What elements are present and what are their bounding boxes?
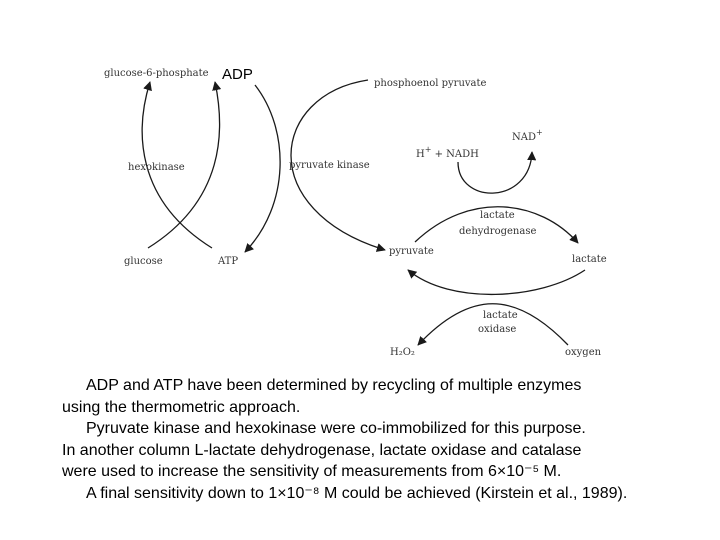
caption-adp: ADP: [86, 377, 119, 394]
caption-line-4: In another column L-lactate dehydrogenase, lactate oxidase and catalase: [62, 441, 582, 459]
caption-text: [62, 375, 712, 504]
arrow-adp-to-atp: [245, 85, 280, 252]
label-phosphoenol-pyruvate: phosphoenol pyruvate: [374, 78, 487, 89]
caption-line-5: were used to increase the sensitivity of measurements from 6×10⁻⁵ M.: [62, 463, 562, 480]
caption-line-2: using the thermometric approach.: [62, 398, 301, 416]
caption-line-1: ADP and ATP have been determined by recycling of multiple enzymes: [86, 377, 582, 394]
label-pyruvate: pyruvate: [389, 246, 434, 257]
label-glucose-6-phosphate: glucose-6-phosphate: [104, 68, 209, 79]
label-hexokinase: hexokinase: [128, 162, 185, 173]
caption-line-3: Pyruvate kinase and hexokinase were co-immobilized for this purpose.: [86, 420, 586, 437]
label-h2o2: H₂O₂: [390, 347, 415, 358]
caption-atp: ATP: [153, 377, 183, 394]
arrow-lactate-to-pyruvate: [408, 270, 585, 294]
label-lactate-oxidase-1: lactate: [483, 310, 518, 321]
label-lactate-dehydrogenase-2: dehydrogenase: [459, 226, 537, 237]
label-lactate-oxidase-2: oxidase: [478, 324, 517, 335]
label-nad-plus: NAD+: [512, 128, 543, 143]
label-h-nadh: H+ + NADH: [416, 145, 479, 160]
label-atp: ATP: [218, 256, 239, 267]
label-adp-top: ADP: [222, 66, 253, 83]
caption-line-6: A final sensitivity down to 1×10⁻⁸ M could be achieved (Kirstein et al., 1989).: [86, 484, 628, 502]
label-glucose: glucose: [124, 256, 163, 267]
label-pyruvate-kinase: pyruvate kinase: [289, 160, 370, 171]
label-oxygen: oxygen: [565, 347, 602, 358]
label-lactate: lactate: [572, 254, 607, 265]
label-lactate-dehydrogenase-1: lactate: [480, 210, 515, 221]
